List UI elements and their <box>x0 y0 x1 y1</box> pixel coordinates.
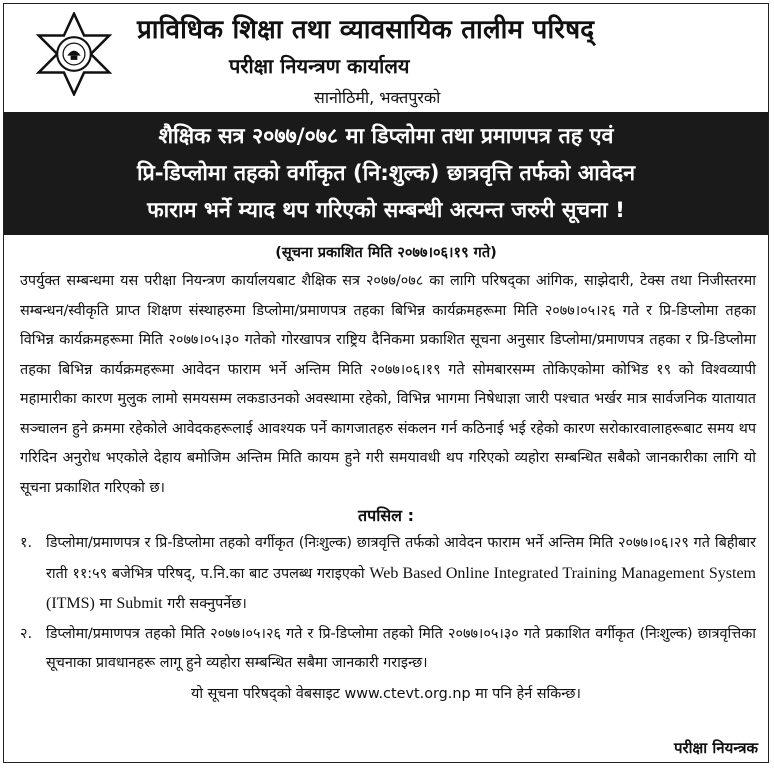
website-note: यो सूचना परिषद्को वेबसाइट www.ctevt.org.np मा पनि हेर्न सकिन्छ। <box>191 685 581 702</box>
list-item-number: १. <box>20 535 33 551</box>
submit-word: Submit <box>116 595 163 612</box>
office-name: परीक्षा नियन्त्रण कार्यालय <box>229 54 410 78</box>
ctevt-logo-icon <box>32 12 116 96</box>
banner-line-2: प्रि-डिप्लोमा तहको वर्गीकृत (नि:शुल्क) छात्रवृत्ति तर्फको आवेदन <box>136 161 636 186</box>
list-item-number: २. <box>20 625 33 642</box>
publication-date: (सूचना प्रकाशित मिति २०७७।०६।१९ गते) <box>275 245 497 261</box>
list-item-text <box>46 529 756 620</box>
list-item <box>20 529 756 620</box>
office-address: सानोठिमी, भक्तपुरको <box>314 88 441 107</box>
itms-system-name: Web Based Online Integrated Training Management System (ITMS) <box>46 564 756 612</box>
banner-line-3: फाराम भर्ने म्याद थप गरिएको सम्बन्धी अत्यन्त जरुरी सूचना ! <box>147 198 625 223</box>
item-text-part: मा <box>99 596 112 612</box>
notice-body-paragraph: उपर्युक्त सम्बन्धमा यस परीक्षा नियन्त्रण कार्यालयबाट शैक्षिक सत्र २०७७/०७८ का लागि परिषद्का आंगिक, साझेदारी, टेक्स तथा निजीस्तरमा सम्बन्धन/स्वीकृति प्राप्त शिक्षण संस्थाहरुमा डिप्लोमा/प्रमाणपत्र तहका बिभिन्न कार्यक्रमहरूमा मिति २०७७।०५।२६ गते र प्रि-डिप्लोमा तहका विभिन्न कार्यक्रमहरूमा मिति २०७७।०५।३० गतेको गोरखापत्र राष्ट्रिय दैनिकमा प्रकाशित सूचना अनुसार डिप्लोमा/प्रमाणपत्र तहका र प्रि-डिप्लोमा तहका बिभिन्न कार्यक्रमहरूमा आवेदन फाराम भर्ने अन्तिम मिति २०७७।०६।१९ गते सोमबारसम्म तोकिएकोमा कोभिड १९ को विश्वव्यापी महामारीका कारण मुलुक लामो समयसम्म लकडाउनको अवस्थामा रहेको, विभिन्न भागमा निषेधाज्ञा जारी पश्चात भर्खर मात्र सार्वजनिक यातायात सञ्चालन हुने क्रममा रहेकोले आवेदकहरूलाई आवश्यक पर्ने कागजातहरु संकलन गर्न कठिनाई भई रहेको कारण सरोकारवालाहरूबाट समय थप गरिदिन अनुरोध भएकोले देहाय बमोजिम अन्तिम मिति कायम हुने गरी समयावधी थप गरिएको व्यहोरा सम्बन्धित सबैको जानकारीका लागि यो सूचना प्रकाशित गरिएको छ। <box>20 273 756 496</box>
notice-page <box>3 3 769 763</box>
item-text-part: डिप्लोमा/प्रमाणपत्र र प्रि-डिप्लोमा तहको वर्गीकृत (निःशुल्क) छात्रवृत्ति तर्फको आवेदन फाराम भर्ने अन्तिम मिति २०७७।०६।२९ गते बिहीबार राती ११:५९ बजेभित्र परिषद्, प.नि.का बाट उपलब्ध गराइएको <box>46 535 756 582</box>
organization-name: प्राविधिक शिक्षा तथा व्यावसायिक तालीम परिषद् <box>137 15 595 45</box>
details-heading: तपसिल : <box>358 506 414 525</box>
notice-header <box>4 4 768 112</box>
list-item <box>20 620 756 679</box>
banner-line-1: शैक्षिक सत्र २०७७/०७८ मा डिप्लोमा तथा प्रमाणपत्र तह एवं <box>158 124 614 149</box>
notice-title-banner <box>4 112 768 235</box>
item-text-part: गरी सक्नुपर्नेछ। <box>167 596 247 612</box>
signatory-title: परीक्षा नियन्त्रक <box>674 739 758 757</box>
list-item-text: डिप्लोमा/प्रमाणपत्र तहको मिति २०७७।०५।२६ गते र प्रि-डिप्लोमा तहको मिति २०७७।०५।३० गते प्रकाशित वर्गीकृत (निःशुल्क) छात्रवृत्तिका सूचनाका प्रावधानहरू लागू हुने व्यहोरा सम्बन्धित सबैमा जानकारी गराइन्छ। <box>46 625 756 671</box>
